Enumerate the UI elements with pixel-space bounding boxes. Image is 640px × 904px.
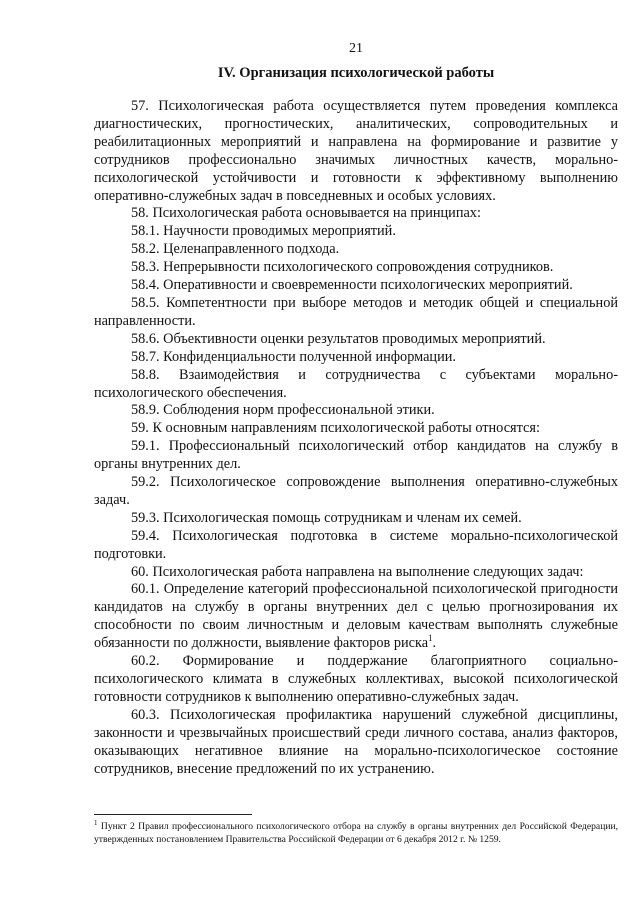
paragraph-59-3: 59.3. Психологическая помощь сотрудникам и членам их семей.	[131, 509, 522, 526]
footnote	[94, 820, 618, 846]
paragraph-58-4: 58.4. Оперативности и своевременности психологических мероприятий.	[131, 277, 573, 294]
paragraph-58-5: 58.5. Компетентности при выборе методов и методик общей и специальной направленности.	[94, 294, 618, 329]
paragraph-59-4: 59.4. Психологическая подготовка в системе морально-психологической подготовки.	[94, 527, 618, 562]
footnote-reference[interactable]: 1	[428, 633, 433, 644]
paragraph-59: 59. К основным направлениям психологической работы относятся:	[131, 420, 540, 437]
footnote-mark: 1	[94, 818, 98, 827]
paragraph-58-8: 58.8. Взаимодействия и сотрудничества с субъектами морально-психологического обеспечения.	[94, 366, 618, 401]
footnote-divider	[94, 814, 252, 815]
paragraph-58-9: 58.9. Соблюдения норм профессиональной этики.	[131, 402, 435, 419]
paragraph-60: 60. Психологическая работа направлена на выполнение следующих задач:	[131, 563, 584, 580]
paragraph-58-6: 58.6. Объективности оценки результатов проводимых мероприятий.	[131, 330, 546, 347]
footnote-text: Пункт 2 Правил профессионального психологического отбора на службу в органы внутренних дел Российской Федерации, утвержденных постановлением Правительства Российской Федерации от 6 декабря 2012 г. № 1259.	[94, 821, 618, 845]
paragraph-58-3: 58.3. Непрерывности психологического сопровождения сотрудников.	[131, 259, 554, 276]
paragraph-58-7: 58.7. Конфиденциальности полученной информации.	[131, 348, 456, 365]
paragraph-57: 57. Психологическая работа осуществляется путем проведения комплекса диагностических, прогностических, аналитических, сопроводительных и реабилитационных мероприятий и направлена на формирование и развитие у сотрудников профессионально значимых личностных качеств, морально-психологической устойчивости и готовности к эффективному выполнению оперативно-служебных задач в повседневных и особых условиях.	[94, 98, 618, 204]
paragraph-58: 58. Психологическая работа основывается на принципах:	[131, 205, 481, 222]
paragraph-60-1: 60.1. Определение категорий профессиональной психологической пригодности кандидатов на службу в органы внутренних дел с целью прогнозирования их способности по своим личностным и деловым качествам выполнять служебные обязанности по должности, выявление факторов риска$^1$.	[94, 581, 618, 652]
paragraph-59-1: 59.1. Профессиональный психологический отбор кандидатов на службу в органы внутренних дел.	[94, 438, 618, 473]
section-heading: IV. Организация психологической работы	[217, 65, 495, 81]
document-body	[94, 98, 618, 778]
paragraph-59-2: 59.2. Психологическое сопровождение выполнения оперативно-служебных задач.	[94, 474, 618, 508]
paragraph-60-3: 60.3. Психологическая профилактика нарушений служебной дисциплины, законности и чрезвычайных происшествий среди личного состава, анализ факторов, оказывающих негативное влияние на морально-психологическое состояние сотрудников, внесение предложений по их устранению.	[94, 706, 618, 777]
paragraph-58-2: 58.2. Целенаправленного подхода.	[131, 241, 340, 258]
paragraph-58-1: 58.1. Научности проводимых мероприятий.	[131, 223, 396, 240]
paragraph-60-2: 60.2. Формирование и поддержание благоприятного социально-психологического климата в служебных коллективах, высокой психологической готовности сотрудников к выполнению оперативно-служебных задач.	[94, 653, 618, 705]
page-number: 21	[349, 41, 363, 56]
